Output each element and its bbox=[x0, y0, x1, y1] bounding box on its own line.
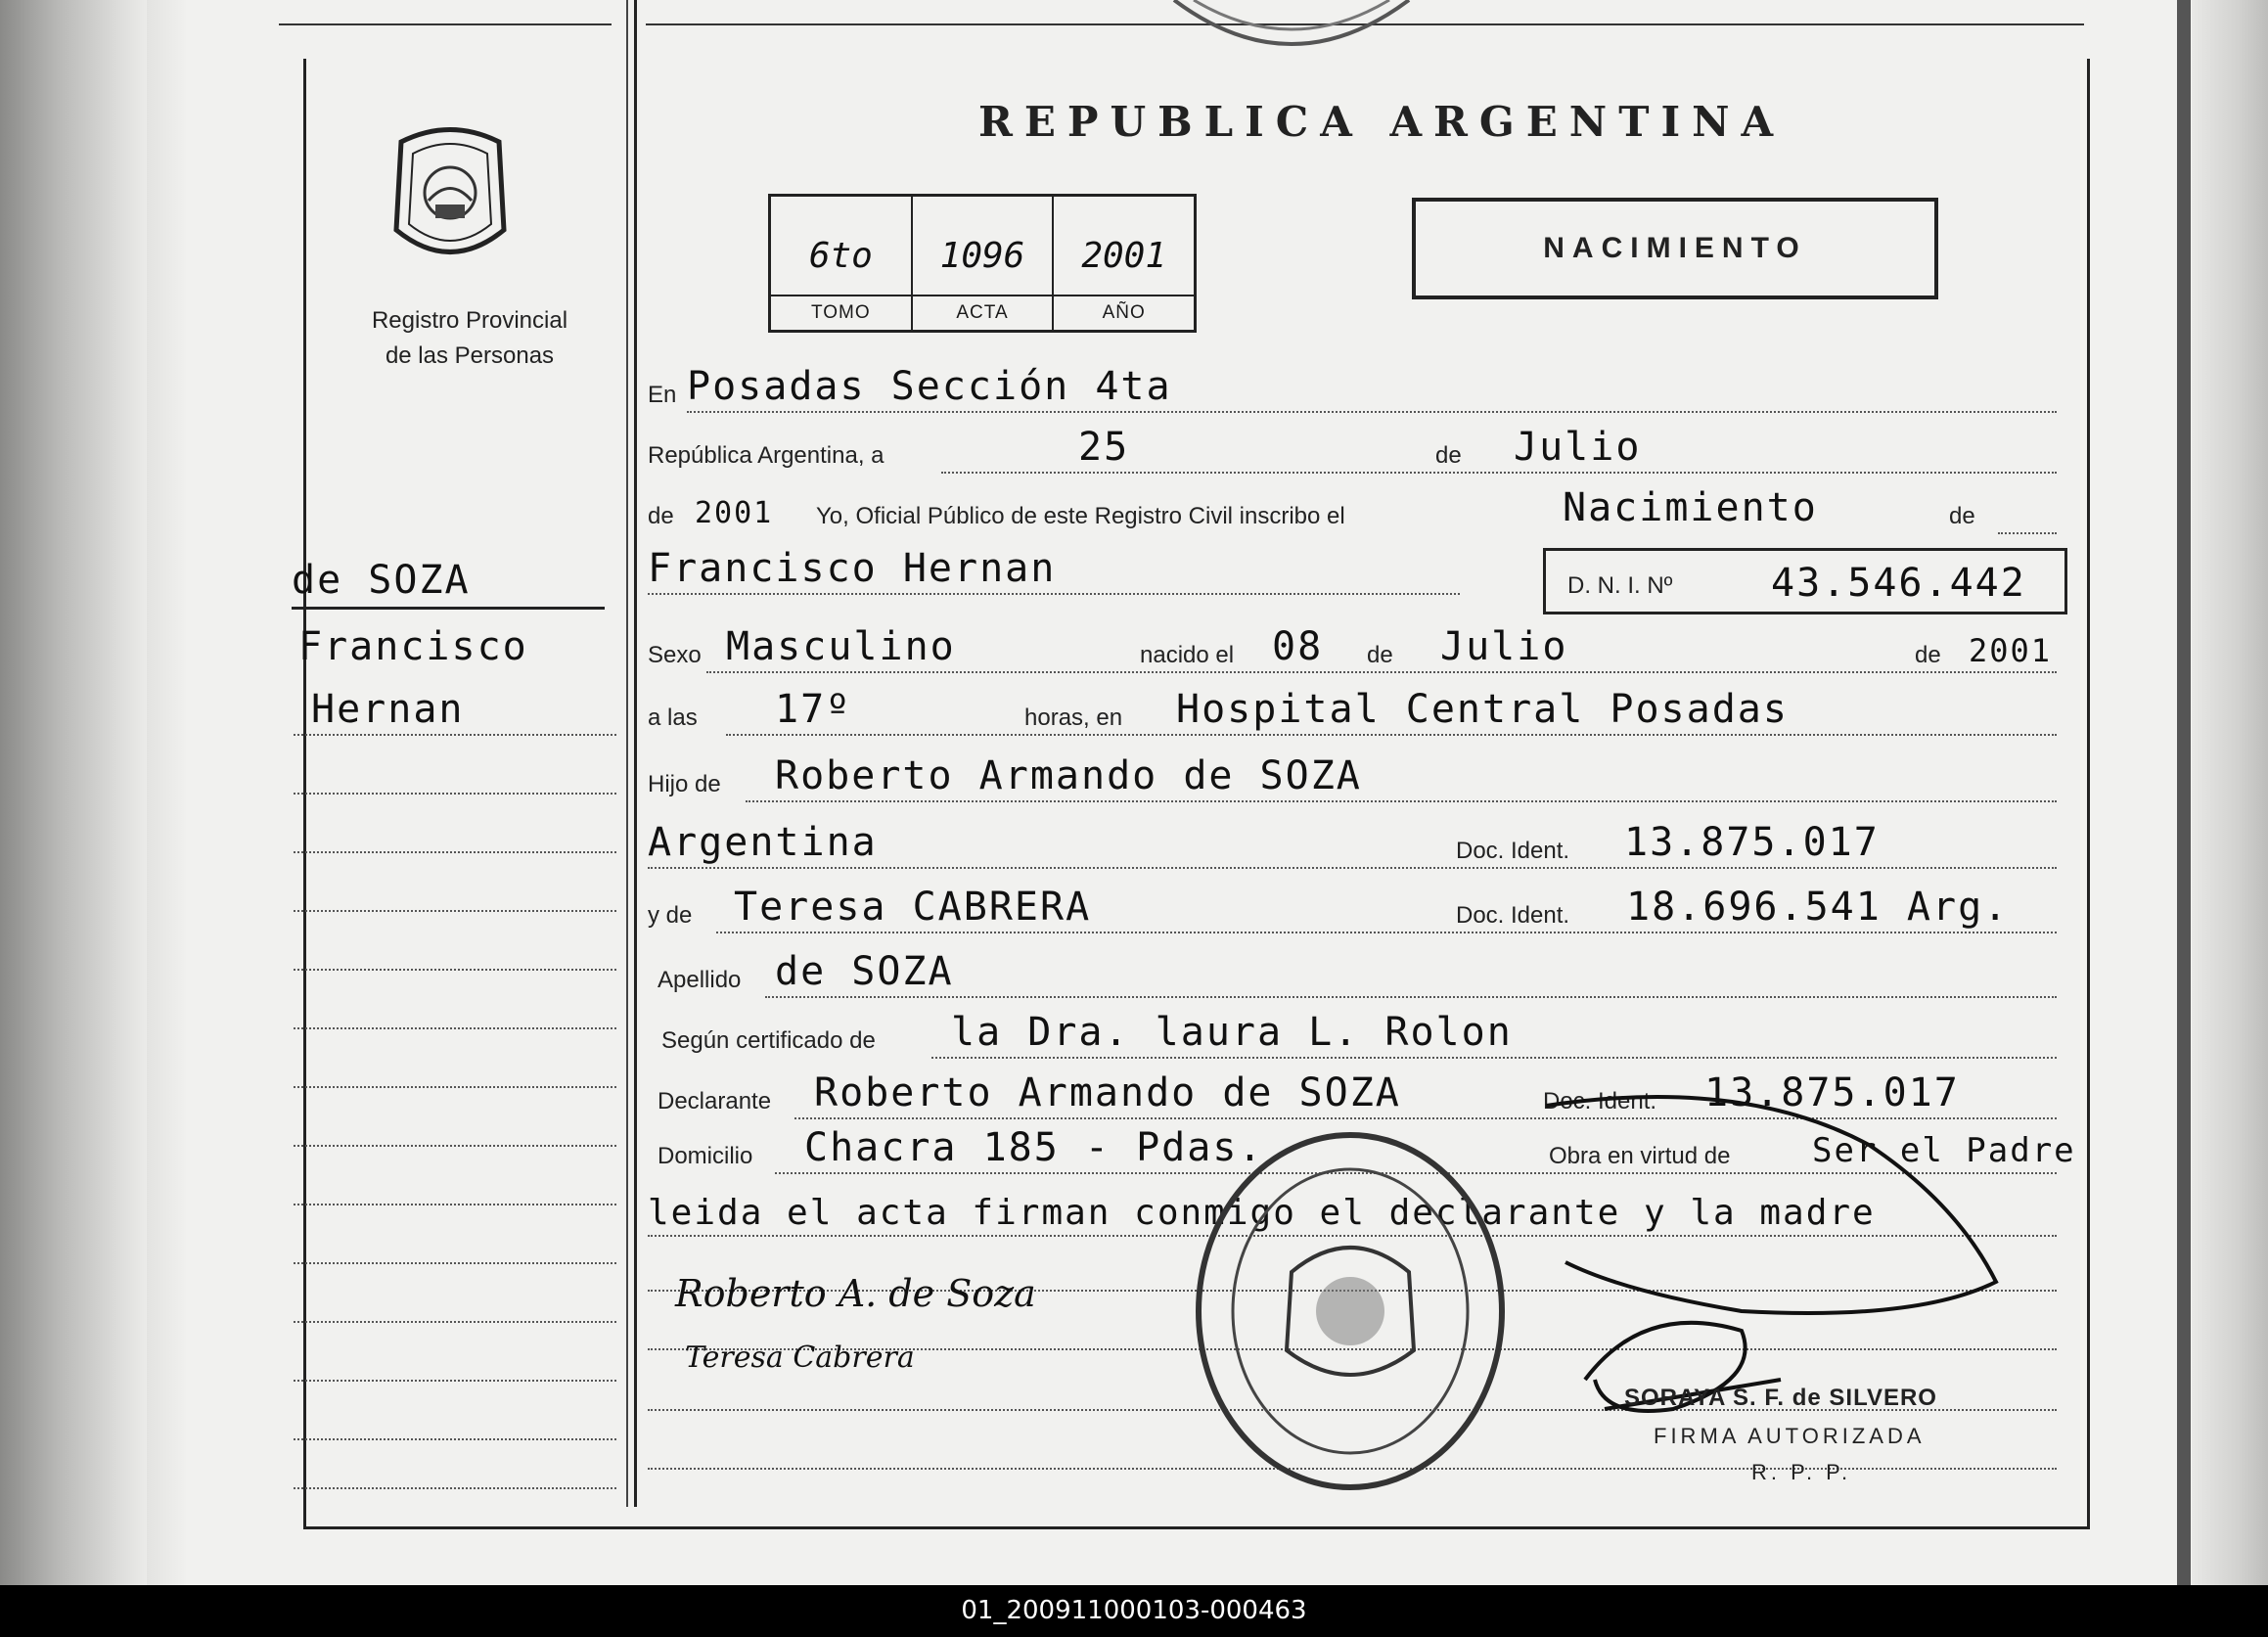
row-father bbox=[648, 751, 2066, 810]
ano-label: AÑO bbox=[1054, 295, 1194, 324]
birth-day-value: 08 bbox=[1272, 624, 1324, 669]
en-label: En bbox=[648, 382, 677, 408]
row-father-doc bbox=[648, 818, 2066, 877]
row-year bbox=[648, 483, 2066, 542]
margin-line bbox=[294, 734, 616, 736]
dni-label: D. N. I. Nº bbox=[1567, 572, 1673, 599]
registry-name bbox=[323, 303, 616, 374]
margin-line bbox=[294, 910, 616, 912]
margin-surname: de SOZA bbox=[292, 558, 471, 603]
declarant-doc-value: 13.875.017 bbox=[1704, 1070, 1960, 1115]
page-edge bbox=[147, 0, 186, 1585]
father-dots bbox=[746, 800, 2057, 802]
birth-month-value: Julio bbox=[1440, 624, 1568, 669]
hijo-label: Hijo de bbox=[648, 771, 721, 797]
alas-label: a las bbox=[648, 705, 698, 731]
page-gap bbox=[2177, 0, 2191, 1585]
docident2-label: Doc. Ident. bbox=[1456, 902, 1570, 929]
book-binding bbox=[0, 0, 147, 1585]
next-page-edge bbox=[2192, 0, 2268, 1585]
margin-line bbox=[294, 1086, 616, 1088]
de2-label: de bbox=[648, 503, 674, 529]
country-title: REPUBLICA ARGENTINA bbox=[978, 98, 1786, 146]
father-nationality: Argentina bbox=[648, 820, 878, 865]
day-value: 25 bbox=[1078, 425, 1130, 470]
row-time bbox=[648, 685, 2066, 744]
sex-dots bbox=[706, 671, 2057, 673]
month-value: Julio bbox=[1514, 425, 1642, 470]
yde-label: y de bbox=[648, 902, 693, 929]
docident3-label: Doc. Ident. bbox=[1543, 1088, 1657, 1114]
de4-label: de bbox=[1367, 642, 1393, 668]
margin-line bbox=[294, 1027, 616, 1029]
father-doc-dots bbox=[648, 867, 2057, 869]
margin-line bbox=[294, 1321, 616, 1323]
reason-value: Ser el Padre bbox=[1812, 1131, 2076, 1170]
registry-name-line1: Registro Provincial bbox=[371, 307, 568, 334]
domicilio-label: Domicilio bbox=[658, 1143, 753, 1169]
tomo-value: 6to bbox=[808, 236, 873, 276]
place-value: Posadas Sección 4ta bbox=[687, 364, 1172, 409]
time-dots bbox=[726, 734, 2057, 736]
certifier-dots bbox=[931, 1057, 2057, 1059]
margin-line bbox=[294, 851, 616, 853]
sexo-label: Sexo bbox=[648, 642, 702, 668]
official-name: SORAYA S. F. de SILVERO bbox=[1624, 1385, 1937, 1411]
mother-value: Teresa CABRERA bbox=[734, 885, 1092, 930]
certifier-value: la Dra. laura L. Rolon bbox=[951, 1010, 1513, 1055]
margin-line bbox=[294, 1262, 616, 1264]
firma-label: FIRMA AUTORIZADA bbox=[1654, 1424, 1926, 1448]
de3-label: de bbox=[1949, 503, 1975, 529]
segun-label: Según certificado de bbox=[661, 1027, 876, 1054]
note-value: leida el acta firman conmigo el declarante y la madre bbox=[648, 1193, 1876, 1233]
margin-line bbox=[294, 1380, 616, 1382]
year-dots bbox=[1998, 532, 2057, 534]
mother-dots bbox=[716, 932, 2057, 933]
child-name-value: Francisco Hernan bbox=[648, 546, 1057, 591]
dni-box bbox=[1543, 548, 2067, 614]
year-value: 2001 bbox=[695, 496, 774, 530]
sex-value: Masculino bbox=[726, 624, 956, 669]
de5-label: de bbox=[1915, 642, 1941, 668]
father-value: Roberto Armando de SOZA bbox=[775, 753, 1362, 798]
birth-year-value: 2001 bbox=[1969, 632, 2053, 669]
father-doc-value: 13.875.017 bbox=[1624, 820, 1880, 865]
dni-value: 43.546.442 bbox=[1771, 561, 2026, 606]
margin-divider bbox=[634, 0, 637, 1507]
row-certifier bbox=[648, 1008, 2066, 1067]
signature-mother: Teresa Cabrera bbox=[685, 1341, 915, 1375]
declarant-value: Roberto Armando de SOZA bbox=[814, 1070, 1401, 1115]
provincial-seal-icon bbox=[382, 122, 519, 269]
margin-divider-inner bbox=[626, 0, 628, 1507]
rpp-label: R. P. P. bbox=[1751, 1460, 1852, 1484]
tomo-label: TOMO bbox=[771, 295, 911, 324]
row-sex bbox=[648, 622, 2066, 681]
signature-father: Roberto A. de Soza bbox=[675, 1272, 1036, 1315]
row-place bbox=[648, 362, 2066, 421]
row-date bbox=[648, 423, 2066, 481]
file-id-footer: 01_200911000103-000463 bbox=[0, 1585, 2268, 1637]
place-dots bbox=[687, 411, 2057, 413]
address-value: Chacra 185 - Pdas. bbox=[804, 1125, 1264, 1170]
hour-value: 17º bbox=[775, 687, 852, 732]
margin-line bbox=[294, 1145, 616, 1147]
yo-label: Yo, Oficial Público de este Registro Civil inscribo el bbox=[816, 503, 1345, 529]
nacido-label: nacido el bbox=[1140, 642, 1235, 668]
acta-value: 1096 bbox=[939, 236, 1025, 276]
margin-middle-name: Hernan bbox=[311, 687, 465, 732]
horas-label: horas, en bbox=[1024, 705, 1123, 731]
ano-cell bbox=[1054, 197, 1194, 330]
act-type-box: NACIMIENTO bbox=[1412, 198, 1938, 299]
margin-line bbox=[294, 793, 616, 795]
margin-line bbox=[294, 1487, 616, 1489]
margin-line bbox=[294, 1438, 616, 1440]
ano-value: 2001 bbox=[1081, 236, 1167, 276]
row-mother bbox=[648, 883, 2066, 941]
date-dots bbox=[941, 472, 2057, 474]
obra-label: Obra en virtud de bbox=[1549, 1143, 1731, 1169]
top-rule-left bbox=[279, 23, 612, 25]
margin-underline bbox=[292, 607, 605, 610]
margin-line bbox=[294, 1204, 616, 1205]
tomo-cell bbox=[771, 197, 913, 330]
margin-line bbox=[294, 969, 616, 971]
name-dots bbox=[648, 593, 1460, 595]
republica-label: República Argentina, a bbox=[648, 442, 885, 469]
margin-first-name: Francisco bbox=[298, 624, 528, 669]
surname-dots bbox=[765, 996, 2057, 998]
apellido-label: Apellido bbox=[658, 967, 742, 993]
row-surname bbox=[648, 947, 2066, 1006]
acta-label: ACTA bbox=[913, 295, 1053, 324]
docident-label: Doc. Ident. bbox=[1456, 838, 1570, 864]
official-stamp-icon bbox=[1184, 1125, 1517, 1497]
event-value: Nacimiento bbox=[1563, 485, 1818, 530]
acta-cell bbox=[913, 197, 1055, 330]
de-label: de bbox=[1435, 442, 1462, 469]
stamp-fragment-top bbox=[1164, 0, 1419, 59]
birthplace-value: Hospital Central Posadas bbox=[1176, 687, 1789, 732]
declarante-label: Declarante bbox=[658, 1088, 772, 1114]
registry-name-line2: de las Personas bbox=[385, 342, 555, 369]
mother-doc-value: 18.696.541 Arg. bbox=[1626, 885, 2010, 930]
registry-box bbox=[768, 194, 1197, 333]
surname-value: de SOZA bbox=[775, 949, 954, 994]
